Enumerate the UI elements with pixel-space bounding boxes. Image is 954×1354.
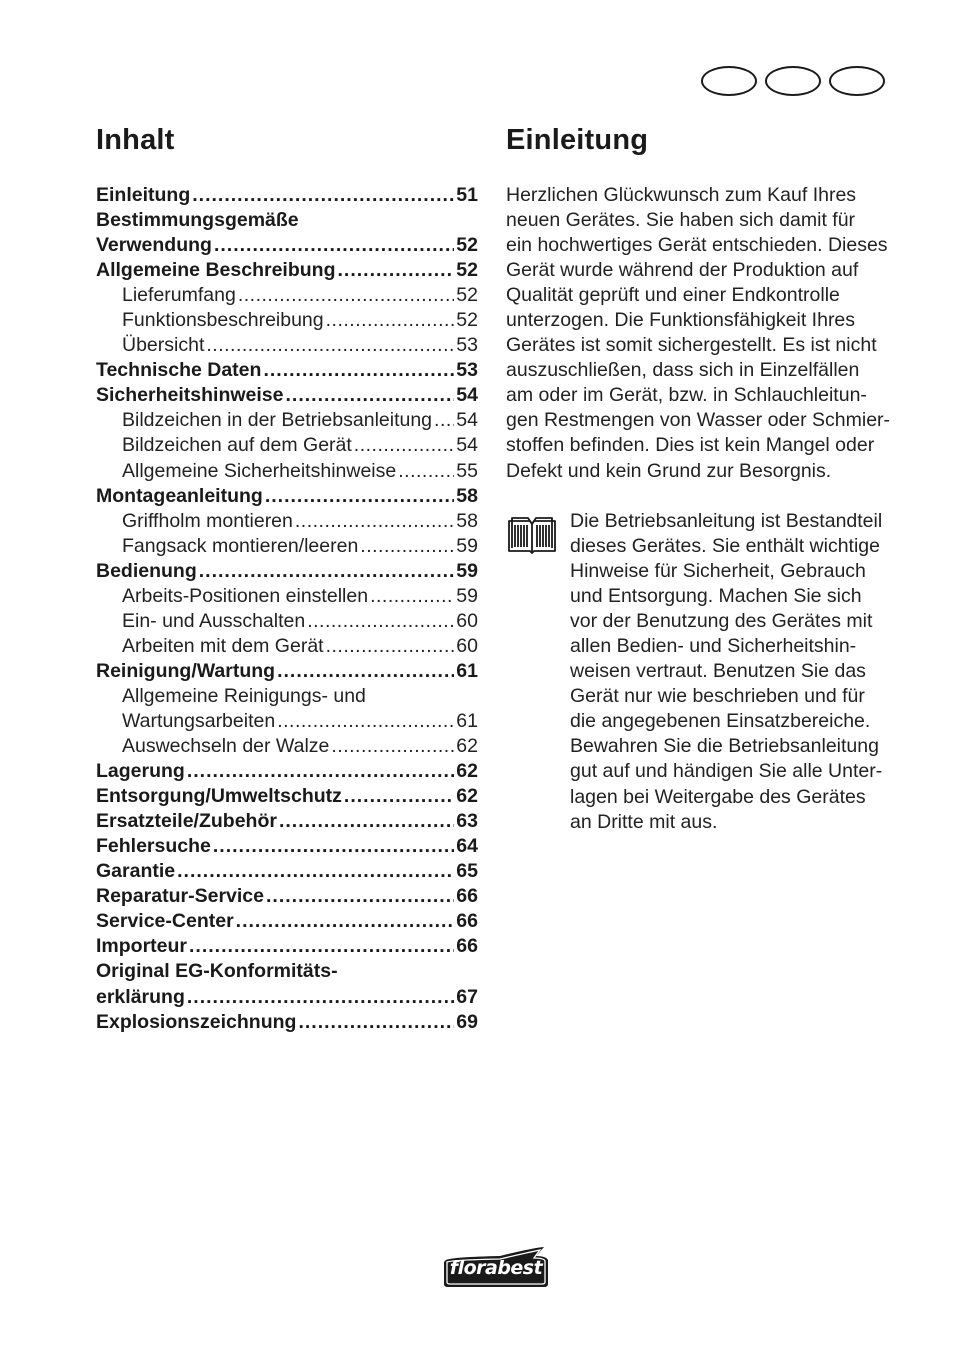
toc-leader-dots xyxy=(298,1010,454,1035)
toc-entry-title: Arbeiten mit dem Gerät xyxy=(122,634,324,657)
toc-entry-title: Bestimmungsgemäße xyxy=(96,209,299,232)
toc-entry-title: Reparatur-Service xyxy=(96,885,264,908)
toc-entry xyxy=(96,358,478,383)
text-line: gut auf und händigen Sie alle Unter- xyxy=(570,760,883,783)
toc-entry-title: Reinigung/Wartung xyxy=(96,659,276,682)
toc-entry xyxy=(96,233,478,258)
toc-entry-page: 52 xyxy=(456,309,478,332)
text-line: Gerät nur wie beschrieben und für xyxy=(570,685,865,708)
toc-entry-page: 58 xyxy=(456,509,478,532)
toc-entry xyxy=(96,584,478,609)
toc-entry-page: 54 xyxy=(456,434,478,457)
toc-entry-page: 60 xyxy=(456,634,478,657)
toc-entry-page: 52 xyxy=(456,259,478,282)
manual-note-text xyxy=(570,509,900,835)
text-line: allen Bedien- und Sicherheitshin- xyxy=(570,635,857,658)
toc-entry xyxy=(96,659,478,684)
toc-entry-title: Verwendung xyxy=(96,234,212,257)
toc-entry-title: Allgemeine Sicherheitshinweise xyxy=(122,459,397,482)
text-line: an Dritte mit aus. xyxy=(570,810,718,833)
toc-leader-dots xyxy=(187,985,454,1010)
toc-entry xyxy=(96,784,478,809)
toc-entry-page: 52 xyxy=(456,234,478,257)
text-line: neuen Gerätes. Sie haben sich damit für xyxy=(506,209,856,232)
toc-leader-dots xyxy=(238,283,454,308)
toc-entry-page: 54 xyxy=(456,384,478,407)
toc-entry xyxy=(96,383,478,408)
language-ovals xyxy=(701,66,891,98)
toc-leader-dots xyxy=(354,433,455,458)
toc-entry xyxy=(96,258,478,283)
toc-entry-page: 67 xyxy=(456,985,478,1008)
text-line: vor der Benutzung des Gerätes mit xyxy=(570,610,873,633)
toc-entry xyxy=(96,609,478,634)
toc-entry xyxy=(96,985,478,1010)
toc-entry-title: Ersatzteile/Zubehör xyxy=(96,810,277,833)
toc-entry xyxy=(96,459,478,484)
toc-entry-title: Fangsack montieren/leeren xyxy=(122,534,359,557)
toc-entry-page: 59 xyxy=(456,559,478,582)
toc-leader-dots xyxy=(331,734,454,759)
toc-entry xyxy=(96,834,478,859)
toc-entry-page: 66 xyxy=(456,885,478,908)
text-line: stoffen befinden. Dies ist kein Mangel oder xyxy=(506,434,875,457)
toc-leader-dots xyxy=(236,909,455,934)
toc-leader-dots xyxy=(326,308,455,333)
toc-leader-dots xyxy=(189,934,454,959)
toc-entry-page: 65 xyxy=(456,860,478,883)
open-book-icon xyxy=(507,515,557,555)
toc-leader-dots xyxy=(307,609,454,634)
intro-paragraph xyxy=(506,183,906,484)
text-line: Defekt und kein Grund zur Besorgnis. xyxy=(506,459,832,482)
toc-entry-page: 66 xyxy=(456,910,478,933)
toc-entry-title: erklärung xyxy=(96,985,185,1008)
text-line: lagen bei Weitergabe des Gerätes xyxy=(570,785,866,808)
toc-entry-title: Fehlersuche xyxy=(96,835,211,858)
toc-entry-title: Lagerung xyxy=(96,760,185,783)
toc-entry-title: Importeur xyxy=(96,935,188,958)
toc-entry-title: Übersicht xyxy=(122,334,205,357)
toc-heading: Inhalt xyxy=(96,124,175,156)
toc-entry-title: Arbeits-Positionen einstellen xyxy=(122,584,369,607)
toc-entry xyxy=(96,859,478,884)
toc-entry-title: Auswechseln der Walze xyxy=(122,735,330,758)
text-line: am oder im Gerät, bzw. in Schlauchleitun- xyxy=(506,384,867,407)
toc-entry-page: 62 xyxy=(456,735,478,758)
toc-entry xyxy=(96,884,478,909)
toc-leader-dots xyxy=(434,408,454,433)
toc-entry-title: Griffholm montieren xyxy=(122,509,293,532)
toc-entry xyxy=(96,634,478,659)
toc-entry xyxy=(96,1010,478,1035)
toc-entry xyxy=(96,759,478,784)
text-line: unterzogen. Die Funktionsfähigkeit Ihres xyxy=(506,309,856,332)
text-line: dieses Gerätes. Sie enthält wichtige xyxy=(570,535,881,558)
toc-entry xyxy=(96,534,478,559)
text-line: weisen vertraut. Benutzen Sie das xyxy=(570,660,866,683)
toc-entry-title: Service-Center xyxy=(96,910,234,933)
toc-entry-page: 52 xyxy=(456,284,478,307)
toc-entry-page: 69 xyxy=(456,1010,478,1033)
florabest-logo xyxy=(440,1244,552,1290)
language-oval xyxy=(701,66,757,96)
text-line: Qualität geprüft und einer Endkontrolle xyxy=(506,284,840,307)
toc-entry-title: Wartungsarbeiten xyxy=(122,709,276,732)
toc-entry-title: Ein- und Ausschalten xyxy=(122,609,306,632)
text-line: gen Restmengen von Wasser oder Schmier- xyxy=(506,409,891,432)
text-line: Gerät wurde während der Produktion auf xyxy=(506,259,859,282)
toc-entry xyxy=(96,909,478,934)
toc-entry xyxy=(96,809,478,834)
toc-entry-title: Garantie xyxy=(96,860,176,883)
toc-leader-dots xyxy=(370,584,454,609)
toc-entry-page: 62 xyxy=(456,785,478,808)
toc-entry-page: 60 xyxy=(456,609,478,632)
language-oval xyxy=(765,66,821,96)
toc-entry xyxy=(96,959,478,984)
toc-entry-page: 53 xyxy=(456,359,478,382)
toc-entry-page: 64 xyxy=(456,835,478,858)
toc-entry-title: Allgemeine Beschreibung xyxy=(96,259,336,282)
toc-leader-dots xyxy=(266,884,454,909)
toc-entry-title: Original EG-Konformitäts- xyxy=(96,960,338,983)
toc-leader-dots xyxy=(192,183,454,208)
toc-entry xyxy=(96,559,478,584)
toc-entry xyxy=(96,509,478,534)
toc-entry xyxy=(96,208,478,233)
toc-entry-page: 51 xyxy=(456,184,478,206)
toc-leader-dots xyxy=(360,534,454,559)
toc-entry-title: Funktionsbeschreibung xyxy=(122,309,324,332)
toc-entry xyxy=(96,734,478,759)
toc-entry-page: 61 xyxy=(456,659,478,682)
toc-entry-title: Einleitung xyxy=(96,184,191,206)
toc-entry xyxy=(96,283,478,308)
language-oval xyxy=(829,66,885,96)
text-line: Bewahren Sie die Betriebsanleitung xyxy=(570,735,879,758)
toc-leader-dots xyxy=(344,784,454,809)
toc-entry-page: 63 xyxy=(456,810,478,833)
toc-leader-dots xyxy=(286,383,455,408)
toc-entry xyxy=(96,433,478,458)
toc-entry-page: 55 xyxy=(456,459,478,482)
toc-leader-dots xyxy=(199,559,455,584)
toc-entry xyxy=(96,684,478,709)
toc-leader-dots xyxy=(263,358,454,383)
toc-entry xyxy=(96,709,478,734)
toc-leader-dots xyxy=(295,509,454,534)
toc-entry-title: Sicherheitshinweise xyxy=(96,384,284,407)
text-line: Hinweise für Sicherheit, Gebrauch xyxy=(570,560,866,583)
text-line: Gerätes ist somit sichergestellt. Es ist nicht xyxy=(506,334,877,357)
toc-entry-title: Bedienung xyxy=(96,559,197,582)
toc-entry-page: 61 xyxy=(456,709,478,732)
toc-leader-dots xyxy=(177,859,454,884)
toc-entry-title: Technische Daten xyxy=(96,359,262,382)
toc-entry-title: Explosionszeichnung xyxy=(96,1010,297,1033)
toc-leader-dots xyxy=(214,233,454,258)
toc-entry-page: 54 xyxy=(456,409,478,432)
text-line: Die Betriebsanleitung ist Bestandteil xyxy=(570,510,883,532)
toc-entry-page: 66 xyxy=(456,935,478,958)
toc-entry-page: 62 xyxy=(456,760,478,783)
toc-entry-page: 59 xyxy=(456,584,478,607)
toc-entry xyxy=(96,484,478,509)
toc-entry xyxy=(96,408,478,433)
text-line: auszuschließen, dass sich in Einzelfällen xyxy=(506,359,860,382)
text-line: Herzlichen Glückwunsch zum Kauf Ihres xyxy=(506,184,857,206)
toc-leader-dots xyxy=(213,834,454,859)
toc-leader-dots xyxy=(265,484,454,509)
toc-leader-dots xyxy=(337,258,454,283)
toc-leader-dots xyxy=(277,659,454,684)
toc-entry xyxy=(96,308,478,333)
toc-leader-dots xyxy=(326,634,455,659)
toc-entry-title: Montageanleitung xyxy=(96,484,263,507)
toc-entry-title: Entsorgung/Umweltschutz xyxy=(96,785,342,808)
text-line: die angegebenen Einsatzbereiche. xyxy=(570,710,871,733)
toc-entry xyxy=(96,183,478,208)
text-line: ein hochwertiges Gerät entschieden. Dieses xyxy=(506,234,888,257)
logo-text: florabest xyxy=(449,1257,543,1279)
toc-entry-page: 53 xyxy=(456,334,478,357)
table-of-contents xyxy=(96,183,478,1035)
toc-entry-title: Allgemeine Reinigungs- und xyxy=(122,684,366,707)
toc-leader-dots xyxy=(206,333,454,358)
toc-leader-dots xyxy=(398,459,454,484)
toc-entry-title: Lieferumfang xyxy=(122,284,236,307)
intro-heading: Einleitung xyxy=(506,124,649,156)
toc-entry-page: 58 xyxy=(456,484,478,507)
text-line: und Entsorgung. Machen Sie sich xyxy=(570,585,862,608)
toc-leader-dots xyxy=(187,759,454,784)
toc-entry xyxy=(96,333,478,358)
toc-leader-dots xyxy=(277,709,454,734)
toc-entry xyxy=(96,934,478,959)
toc-entry-title: Bildzeichen in der Betriebsanleitung xyxy=(122,409,433,432)
toc-entry-page: 59 xyxy=(456,534,478,557)
toc-leader-dots xyxy=(279,809,454,834)
toc-entry-title: Bildzeichen auf dem Gerät xyxy=(122,434,352,457)
